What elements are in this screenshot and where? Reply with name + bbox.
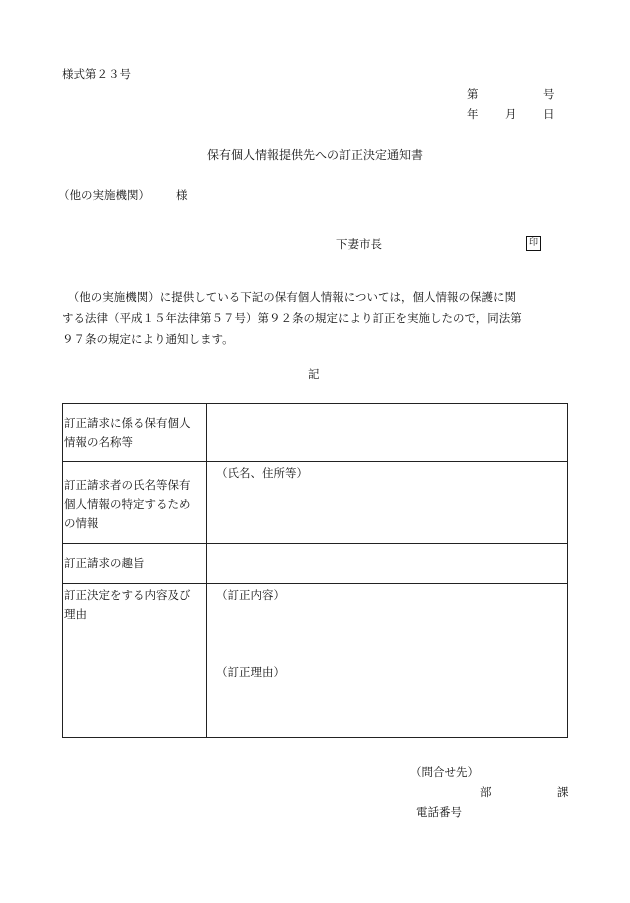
document-number-prefix: 第 — [467, 87, 479, 101]
date-month: 月 — [505, 107, 517, 121]
table-row — [63, 462, 568, 544]
correction-reason-note: （訂正理由） — [216, 665, 285, 679]
date-day: 日 — [543, 107, 555, 121]
table-row — [63, 404, 568, 462]
row-value-info-name — [207, 404, 568, 462]
document-number-suffix: 号 — [543, 87, 555, 101]
row-value-requester — [207, 462, 568, 544]
row-label-info-name: 訂正請求に係る保有個人 情報の名称等 — [63, 404, 207, 462]
form-number: 様式第２３号 — [62, 67, 131, 81]
row-label-requester: 訂正請求者の氏名等保有 個人情報の特定するため の情報 — [63, 462, 207, 544]
row-label-purpose: 訂正請求の趣旨 — [63, 544, 207, 584]
addressee-name: （他の実施機関） — [58, 188, 150, 202]
correction-content-note: （訂正内容） — [216, 588, 285, 602]
notice-body — [62, 287, 572, 350]
addressee-honorific: 様 — [176, 188, 188, 202]
table-row — [63, 544, 568, 584]
contact-heading: （問合せ先） — [410, 765, 479, 779]
ki-marker: 記 — [308, 367, 320, 381]
details-table — [62, 403, 568, 738]
row-label-decision: 訂正決定をする内容及び 理由 — [63, 584, 207, 738]
contact-phone-label: 電話番号 — [416, 805, 462, 819]
body-line: （他の実施機関）に提供している下記の保有個人情報については，個人情報の保護に関 — [62, 290, 517, 304]
contact-department: 部 — [480, 785, 492, 799]
row-value-decision — [207, 584, 568, 738]
body-line: ９７条の規定により通知します。 — [62, 332, 234, 346]
table-row — [63, 584, 568, 738]
row-value-purpose — [207, 544, 568, 584]
sender-name: 下妻市長 — [336, 237, 382, 251]
body-line: する法律（平成１５年法律第５７号）第９２条の規定により訂正を実施したので，同法第 — [62, 311, 522, 325]
date-year: 年 — [467, 107, 479, 121]
seal-mark: 印 — [526, 236, 541, 251]
document-title: 保有個人情報提供先への訂正決定通知書 — [206, 148, 423, 162]
requester-note: （氏名、住所等） — [216, 466, 308, 480]
contact-section: 課 — [557, 785, 569, 799]
